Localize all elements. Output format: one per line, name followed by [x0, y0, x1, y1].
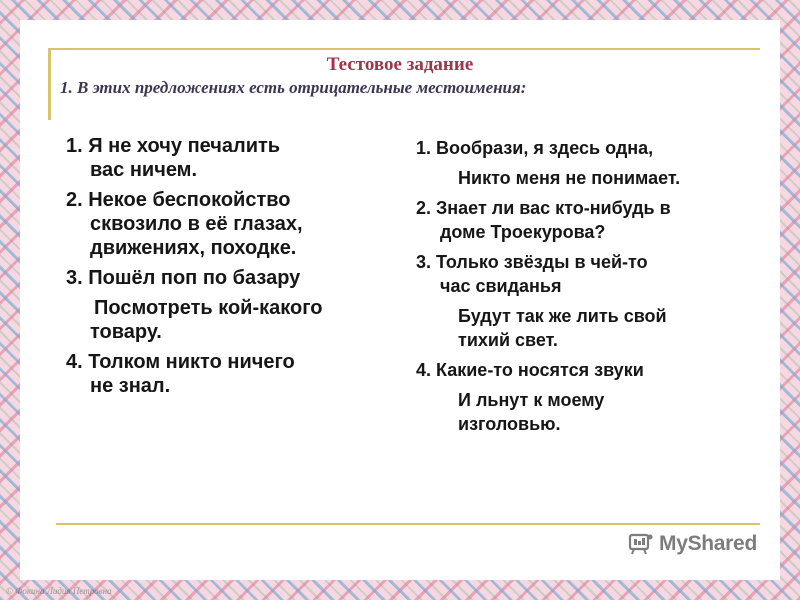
left-line: 2. Некое беспокойство	[66, 189, 291, 211]
left-line: 3. Пошёл поп по базару	[66, 267, 301, 289]
right-line: 2. Знает ли вас кто-нибудь в	[416, 198, 671, 218]
right-line: 1. Вообрази, я здесь одна,	[416, 138, 654, 158]
slide	[20, 20, 780, 580]
right-line: И льнут к моему	[458, 390, 605, 410]
left-line: вас ничем.	[90, 159, 198, 181]
right-line: тихий свет.	[458, 330, 558, 350]
slide-title: Тестовое задание	[326, 54, 474, 75]
right-line: 4. Какие-то носятся звуки	[416, 360, 644, 380]
left-column	[66, 134, 406, 398]
right-line: изголовью.	[458, 414, 561, 434]
right-line: час свиданья	[440, 276, 562, 296]
right-line: доме Троекурова?	[440, 222, 606, 242]
right-line: 3. Только звёзды в чей-то	[416, 252, 648, 272]
myshared-logo-icon	[628, 532, 654, 556]
footer-accent-rule	[56, 523, 760, 525]
right-line: Будут так же лить свой	[458, 306, 667, 326]
myshared-brand[interactable]	[628, 532, 757, 556]
header-accent-horizontal-rule	[48, 48, 760, 50]
left-line: товару.	[90, 321, 162, 343]
left-line: 1. Я не хочу печалить	[66, 135, 281, 157]
left-line: не знал.	[90, 375, 171, 397]
slide-subtitle: 1. В этих предложениях есть отрицательные местоимения:	[60, 78, 527, 97]
left-line: Посмотреть кой-какого	[94, 297, 323, 319]
left-line: 4. Толком никто ничего	[66, 351, 295, 373]
myshared-brand-name: MyShared	[659, 532, 757, 555]
left-line: сквозило в её глазах,	[90, 213, 303, 235]
right-column	[416, 136, 766, 436]
left-line: движениях, походке.	[90, 237, 297, 259]
right-line: Никто меня не понимает.	[458, 168, 681, 188]
author-credit: © Фокина Лидия Петровна	[6, 586, 112, 596]
